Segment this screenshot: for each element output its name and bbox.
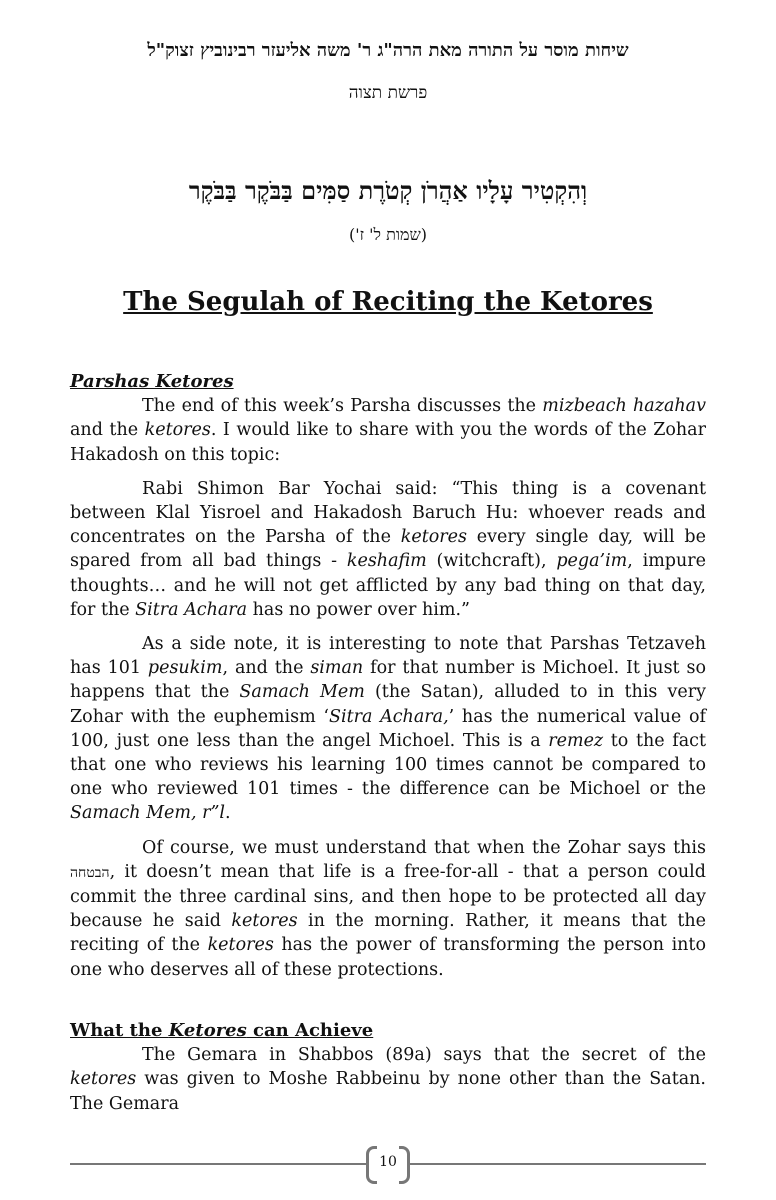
paragraph: The end of this week’s Parsha discusses the mizbeach hazahav and the ketores. I would like to share with you the words of the Zohar Hakadosh on this topic: (70, 396, 706, 465)
bracket-left-icon (366, 1146, 377, 1184)
section-heading: What the Ketores can Achieve (70, 1020, 374, 1041)
section-parshas-ketores (70, 370, 706, 982)
paragraph: As a side note, it is interesting to note that Parshas Tetzaveh has 101 pesukim, and the siman for that number is Michoel. It just so happens that the Samach Mem (the Satan), alluded to in this very Zohar with the euphemism ‘Sitra Achara,’ has the numerical value of 100, just one less than the angel Michoel. This is a remez to the fact that one who reviews his learning 100 times cannot be compared to one who reviewed 101 times - the difference can be Michoel or the Samach Mem, r”l. (70, 634, 707, 824)
paragraph: The Gemara in Shabbos (89a) says that the secret of the ketores was given to Moshe Rabbeinu by none other than the Satan. The Gemara (70, 1045, 706, 1114)
page-number-box (366, 1146, 410, 1178)
paragraph: Rabi Shimon Bar Yochai said: “This thing is a covenant between Klal Yisroel and Hakadosh Baruch Hu: whoever reads and concentrates on the Parsha of the ketores every single day, will be spared from all bad things - keshafim (witchcraft), pega’im, impure thoughts… and he will not get afflicted by any bad thing on that day, for the Sitra Achara has no power over him.” (70, 478, 706, 620)
running-header: שיחות מוסר על התורה מאת הרה"ג ר' משה אליעזר רבינוביץ זצוק"ל (147, 40, 629, 61)
page-title: The Segulah of Reciting the Ketores (123, 287, 653, 317)
page-number: 10 (379, 1154, 397, 1170)
paragraph: Of course, we must understand that when the Zohar says this הבטחה, it doesn’t mean that life is a free-for-all - that a person could commit the three cardinal sins, and then hope to be protected all day because he said ketores in the morning. Rather, it means that the reciting of the ketores has the power of transforming the person into one who deserves all of these protections. (70, 837, 706, 980)
footer-rule-left (70, 1163, 366, 1165)
section-heading: Parshas Ketores (70, 371, 234, 392)
bracket-right-icon (399, 1146, 410, 1184)
parsha-name: פרשת תצוה (348, 83, 428, 103)
pasuk-verse: וְהִקְטִיר עָלָיו אַהֲרֹן קְטֹרֶת סַמִּים בַּבֹּקֶר בַּבֹּקֶר (188, 176, 588, 205)
section-what-ketores-can-achieve (70, 1019, 706, 1116)
pasuk-source: (שמות ל' ז') (348, 225, 428, 244)
footer-rule-right (410, 1163, 706, 1165)
